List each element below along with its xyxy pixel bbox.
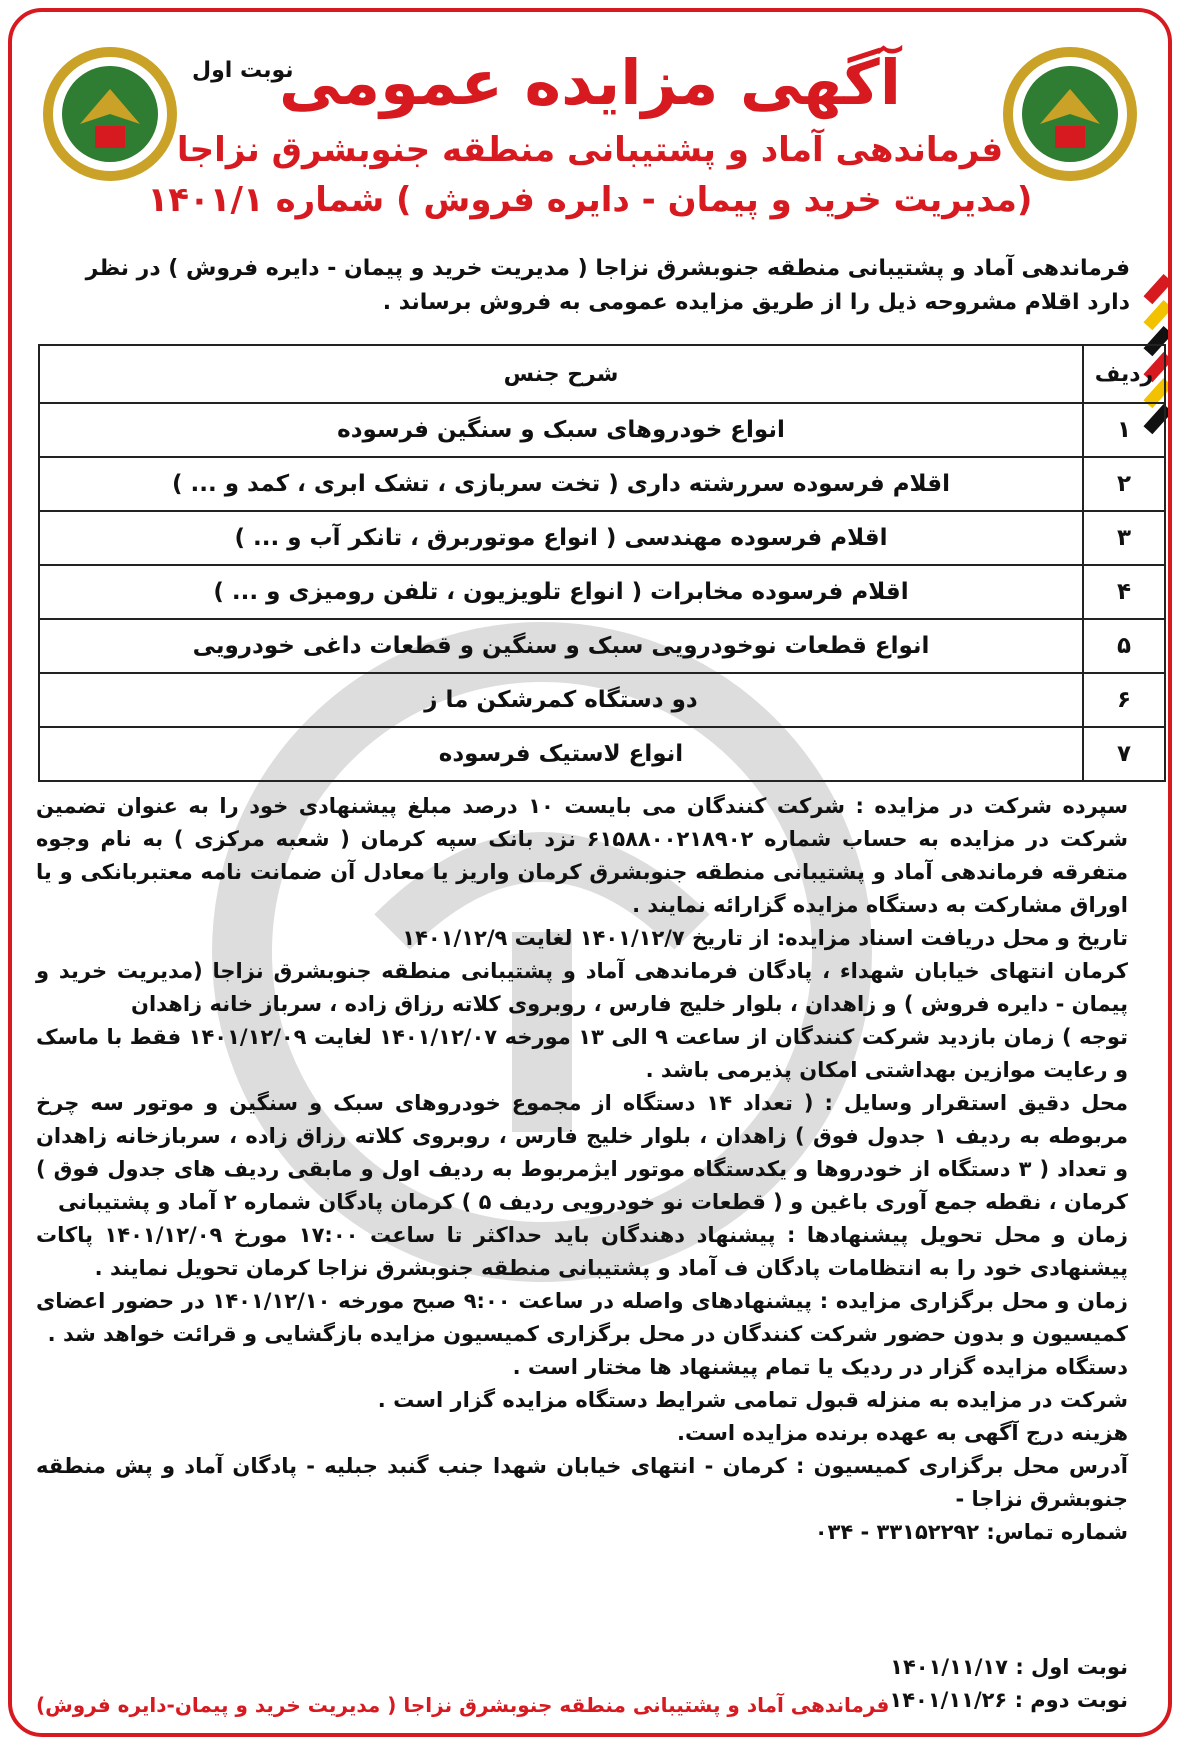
row-description: انواع لاستیک فرسوده	[39, 727, 1083, 781]
contact-phone: شماره تماس: ۳۳۱۵۲۲۹۲ - ۰۳۴	[814, 1520, 1128, 1544]
auction-session-paragraph: زمان و محل برگزاری مزایده : پیشنهادهای واصله در ساعت ۹:۰۰ صبح مورخه ۱۴۰۱/۱۲/۱۰ در حضور اعضای کمیسیون و بدون حضور شرکت کنندگان در محل برگزاری کمیسیون مزایده بازگشایی و قرائت خواهد شد .	[36, 1289, 1129, 1346]
table-row	[39, 511, 1165, 565]
acceptance-terms-paragraph: شرکت در مزایده به منزله قبول تمامی شرایط دستگاه مزایده گزار است .	[377, 1388, 1128, 1412]
items-table	[38, 344, 1166, 782]
items-location-paragraph: محل دقیق استقرار وسایل : ( تعداد ۱۴ دستگاه از مجموع خودروهای سبک و سنگین و موتور سه چرخ مربوطه به ردیف ۱ جدول فوق ) زاهدان ، بلوار خلیج فارس ، روبروی کلاته رزاق زاده ، سربازخانه زاهدان و تعداد ( ۳ دستگاه از خودروها و یکدستگاه موتور ایژمربوط به ردیف اول و مابقی ردیف های جدول فوق ) کرمان ، نقطه جمع آوری باغین و ( قطعات نو خودرویی ردیف ۵ ) کرمان پادگان شماره ۲ آماد و پشتیبانی	[36, 1091, 1129, 1214]
row-number: ۱	[1083, 403, 1165, 457]
intro-paragraph: فرماندهی آماد و پشتیبانی منطقه جنوبشرق نزاجا ( مدیریت خرید و پیمان - دایره فروش ) در نظر دارد اقلام مشروحه ذیل را از طریق مزایده عمومی به فروش برساند .	[85, 256, 1130, 315]
table-row	[39, 403, 1165, 457]
table-row	[39, 673, 1165, 727]
table-row	[39, 565, 1165, 619]
documents-date-paragraph: تاریخ و محل دریافت اسناد مزایده: از تاریخ ۱۴۰۱/۱۲/۷ لغایت ۱۴۰۱/۱۲/۹	[402, 926, 1128, 950]
row-number: ۳	[1083, 511, 1165, 565]
notice-subtitle: فرماندهی آماد و پشتیبانی منطقه جنوبشرق نزاجا	[176, 130, 1004, 170]
first-publication-date: نوبت اول : ۱۴۰۱/۱۱/۱۷	[890, 1655, 1128, 1679]
header-description: شرح جنس	[39, 345, 1083, 403]
row-description: اقلام فرسوده مخابرات ( انواع تلویزیون ، تلفن رومیزی و ... )	[39, 565, 1083, 619]
row-description: اقلام فرسوده مهندسی ( انواع موتوربرق ، تانکر آب و ... )	[39, 511, 1083, 565]
row-number: ۲	[1083, 457, 1165, 511]
notice-title: آگهی مزایده عمومی	[279, 46, 901, 119]
table-header-row	[39, 345, 1165, 403]
row-number: ۶	[1083, 673, 1165, 727]
bid-delivery-paragraph: زمان و محل تحویل پیشنهادها : پیشنهاد دهندگان باید حداکثر تا ساعت ۱۷:۰۰ مورخ ۱۴۰۱/۱۲/۰۹ پاکات پیشنهادی خود را به انتظامات پادگان ف آماد و پشتیبانی منطقه جنوبشرق نزاجا کرمان تحویل نمایند .	[36, 1223, 1128, 1280]
row-number: ۷	[1083, 727, 1165, 781]
publication-dates	[889, 1651, 1128, 1717]
notice-department: (مدیریت خرید و پیمان - دایره فروش ) شماره ۱۴۰۱/۱	[147, 180, 1033, 220]
footer-issuer: فرماندهی آماد و پشتیبانی منطقه جنوبشرق نزاجا ( مدیریت خرید و پیمان-دایره فروش)	[36, 1693, 890, 1717]
ad-cost-paragraph: هزینه درج آگهی به عهده برنده مزایده است.	[677, 1421, 1128, 1445]
notice-frame	[8, 8, 1172, 1737]
visit-time-paragraph: توجه ) زمان بازدید شرکت کنندگان از ساعت ۹ الی ۱۳ مورخه ۱۴۰۱/۱۲/۰۷ لغایت ۱۴۰۱/۱۲/۰۹ فقط با ماسک و رعایت موازین بهداشتی امکان پذیرمی باشد .	[36, 1025, 1128, 1082]
documents-location-paragraph: کرمان انتهای خیابان شهداء ، پادگان فرماندهی آماد و پشتیبانی منطقه جنوبشرق نزاجا (مدیریت خرید و پیمان - دایره فروش ) و زاهدان ، بلوار خلیج فارس ، روبروی کلاته رزاق زاده ، سرباز خانه زاهدان	[36, 959, 1128, 1016]
turn-badge: نوبت اول	[192, 58, 294, 83]
table-row	[39, 457, 1165, 511]
rejection-right-paragraph: دستگاه مزایده گزار در ردیک یا تمام پیشنهاد ها مختار است .	[512, 1355, 1128, 1379]
row-description: اقلام فرسوده سررشته داری ( تخت سربازی ، تشک ابری ، کمد و ... )	[39, 457, 1083, 511]
row-description: دو دستگاه کمرشکن ما ز	[39, 673, 1083, 727]
deposit-paragraph: سپرده شرکت در مزایده : شرکت کنندگان می بایست ۱۰ درصد مبلغ پیشنهادی خود را به عنوان تضمین شرکت در مزایده به حساب شماره ۶۱۵۸۸۰۰۲۱۸۹۰۲ نزد بانک سپه کرمان ( شعبه مرکزی ) به نام وجوه متفرقه فرماندهی آماد و پشتیبانی منطقه جنوبشرق کرمان واریز یا معادل آن ضمانت نامه معتبربانکی و یا اوراق مشارکت به دستگاه مزایده گزارائه نمایند .	[36, 794, 1128, 917]
table-row	[39, 619, 1165, 673]
row-number: ۴	[1083, 565, 1165, 619]
notice-body	[36, 790, 1128, 1549]
header-row-number: ردیف	[1083, 345, 1165, 403]
row-number: ۵	[1083, 619, 1165, 673]
row-description: انواع قطعات نوخودرویی سبک و سنگین و قطعات داغی خودرویی	[39, 619, 1083, 673]
row-description: انواع خودروهای سبک و سنگین فرسوده	[39, 403, 1083, 457]
second-publication-date: نوبت دوم : ۱۴۰۱/۱۱/۲۶	[889, 1688, 1128, 1712]
table-row	[39, 727, 1165, 781]
commission-address-paragraph: آدرس محل برگزاری کمیسیون : کرمان - انتهای خیابان شهدا جنب گنبد جبلیه - پادگان آماد و پش منطقه جنوبشرق نزاجا -	[36, 1454, 1128, 1511]
